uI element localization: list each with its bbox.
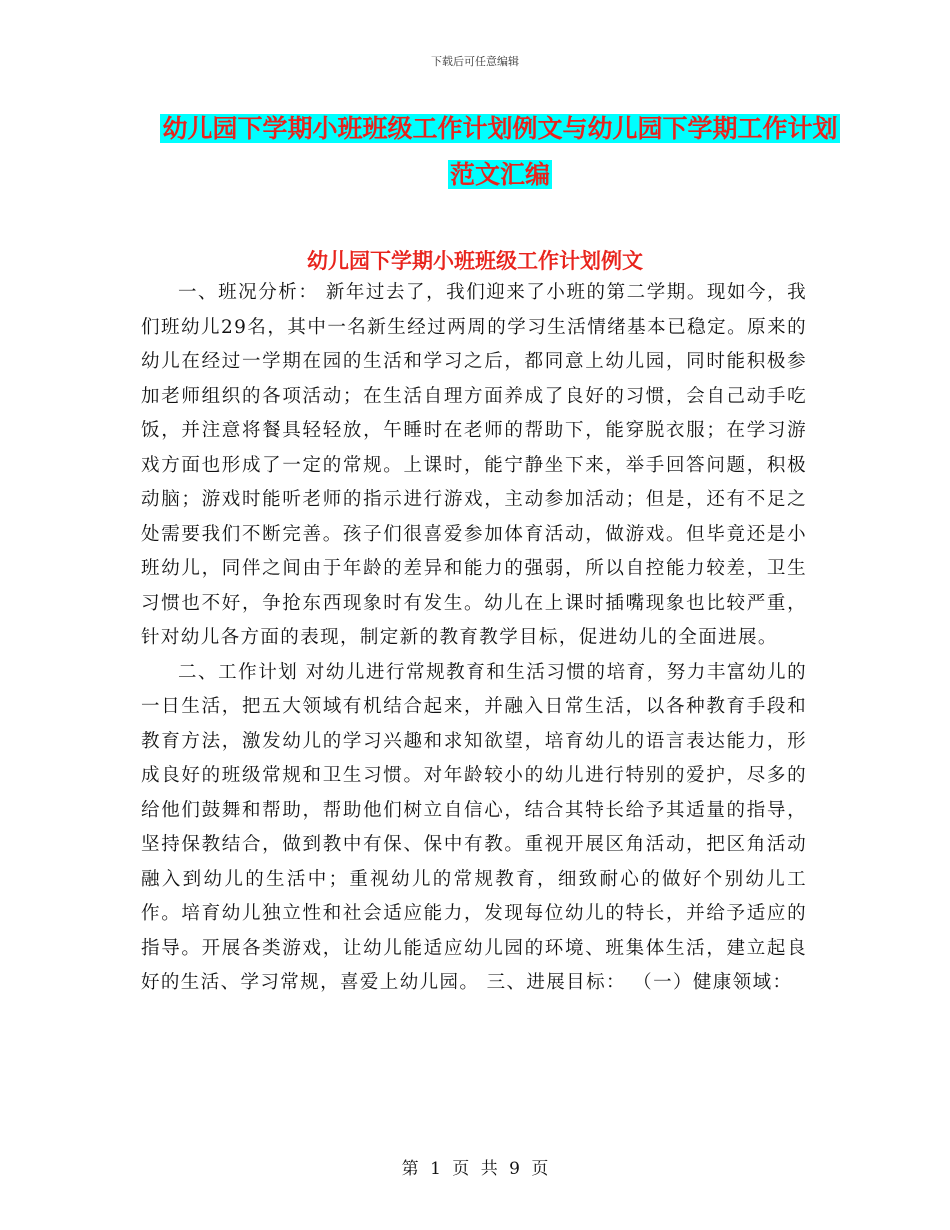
body-text bbox=[141, 276, 807, 1001]
paragraph-work-plan: 二、工作计划 对幼儿进行常规教育和生活习惯的培育，努力丰富幼儿的一日生活，把五大领域有机结合起来，并融入日常生活，以各种教育手段和教育方法，激发幼儿的学习兴趣和求知欲望，培育幼儿的语言表达能力，形成良好的班级常规和卫生习惯。对年龄较小的幼儿进行特别的爱护，尽多的给他们鼓舞和帮助，帮助他们树立自信心，结合其特长给予其适量的指导，坚持保教结合，做到教中有保、保中有教。重视开展区角活动，把区角活动融入到幼儿的生活中；重视幼儿的常规教育，细致耐心的做好个别幼儿工作。培育幼儿独立性和社会适应能力，发现每位幼儿的特长，并给予适应的指导。开展各类游戏，让幼儿能适应幼儿园的环境、班集体生活，建立起良好的生活、学习常规，喜爱上幼儿园。 三、进展目标： （一）健康领域： bbox=[141, 661, 807, 993]
section-title: 幼儿园下学期小班班级工作计划例文 bbox=[307, 249, 643, 273]
header-note: 下载后可任意编辑 bbox=[431, 55, 519, 68]
document-title-text: 幼儿园下学期小班班级工作计划例文与幼儿园下学期工作计划范文汇编 bbox=[162, 114, 838, 189]
page-number: 第 1 页 共 9 页 bbox=[401, 1159, 549, 1179]
paragraph-class-analysis: 一、班况分析： 新年过去了，我们迎来了小班的第二学期。现如今，我们班幼儿29名，其中一名新生经过两周的学习生活情绪基本已稳定。原来的幼儿在经过一学期在园的生活和学习之后，都同意上幼儿园，同时能积极参加老师组织的各项活动；在生活自理方面养成了良好的习惯，会自己动手吃饭，并注意将餐具轻轻放，午睡时在老师的帮助下，能穿脱衣服；在学习游戏方面也形成了一定的常规。上课时，能宁静坐下来，举手回答问题，积极动脑；游戏时能听老师的指示进行游戏，主动参加活动；但是，还有不足之处需要我们不断完善。孩子们很喜爱参加体育活动，做游戏。但毕竟还是小班幼儿，同伴之间由于年龄的差异和能力的强弱，所以自控能力较差，卫生习惯也不好，争抢东西现象时有发生。幼儿在上课时插嘴现象也比较严重，针对幼儿各方面的表现，制定新的教育教学目标，促进幼儿的全面进展。 bbox=[141, 282, 807, 648]
document-title bbox=[150, 106, 850, 198]
